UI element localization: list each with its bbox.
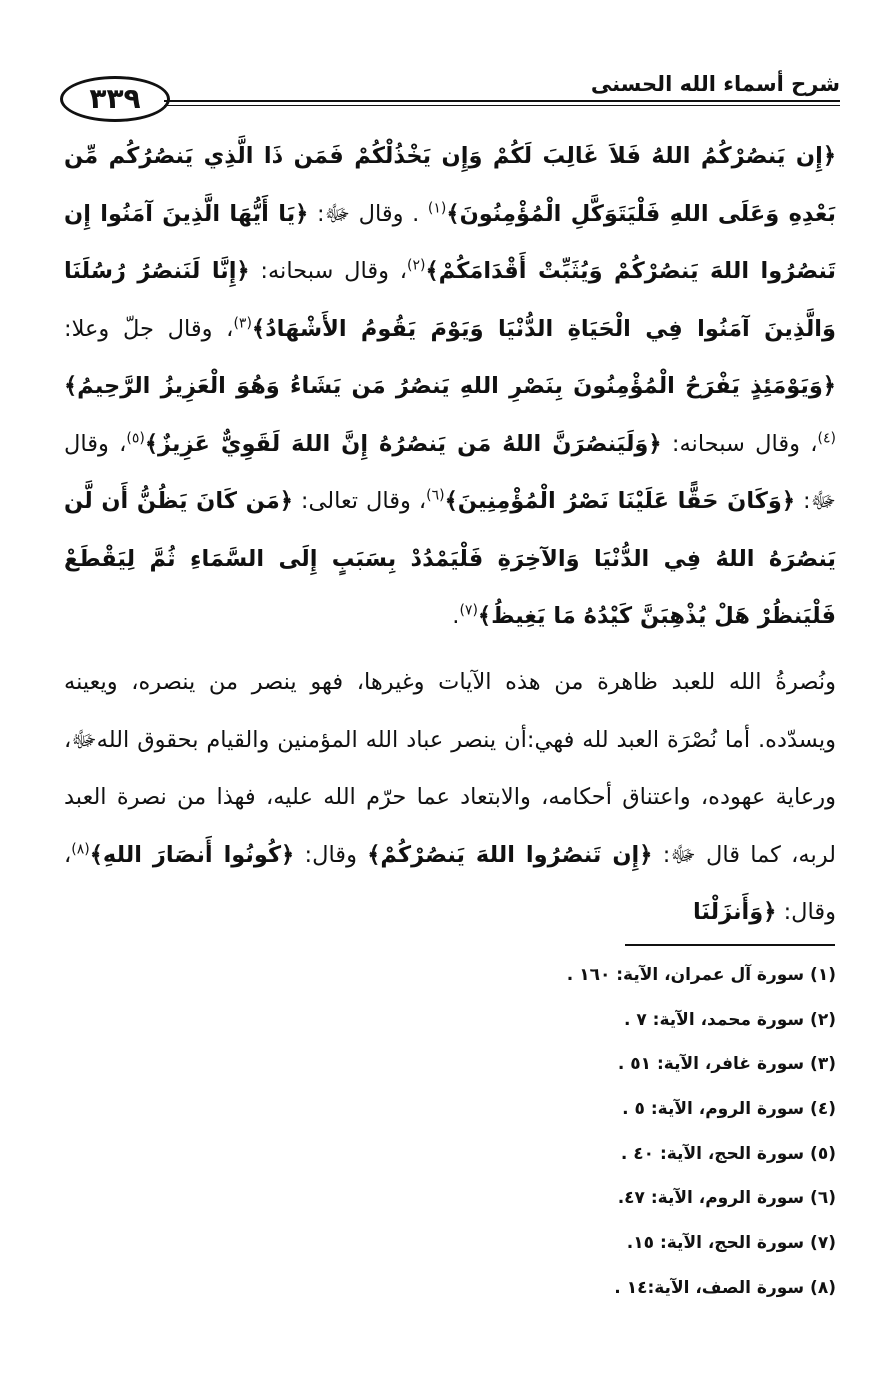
page-number-oval xyxy=(60,76,170,122)
text-run: . xyxy=(452,603,460,629)
footnote-ref: (٤) xyxy=(817,430,836,446)
footnote-item: (٣) سورة غافر، الآية: ٥١ . xyxy=(617,1054,836,1075)
text-run: ، وقال ﷻ: xyxy=(64,430,836,514)
footnote-rule xyxy=(625,944,835,946)
text-run: ، وقال سبحانه: xyxy=(661,430,818,457)
quran-verse: ﴿إِنَّا لَنَنصُرُ رُسُلَنَا وَالَّذِينَ آمَنُوا فِي الْحَيَاةِ الدُّنْيَا وَيَوْمَ يَقُومُ الأَشْهَادُ﴾ xyxy=(64,258,836,342)
quran-verse: ﴿وَلَيَنصُرَنَّ اللهُ مَن يَنصُرُهُ إِنَّ اللهَ لَقَوِيٌّ عَزِيزٌ﴾ xyxy=(144,430,662,457)
footnote-item: (٤) سورة الروم، الآية: ٥ . xyxy=(622,1099,836,1120)
quran-verse: ﴿كُونُوا أَنصَارَ اللهِ﴾ xyxy=(89,841,295,868)
text-run: وقال: xyxy=(294,841,368,868)
footnote-item: (٨) سورة الصف، الآية:١٤ . xyxy=(614,1277,836,1298)
footnote-ref: (٣) xyxy=(233,315,252,331)
footnote-ref: (٦) xyxy=(426,487,445,504)
footnote-ref: (٢) xyxy=(407,257,426,274)
footnote-item: (١) سورة آل عمران، الآية: ١٦٠ . xyxy=(566,965,836,985)
footnote-ref: (٨) xyxy=(71,841,90,857)
quran-verse: ﴿يَا أَيُّهَا الَّذِينَ آمَنُوا إِن تَنصُرُوا اللهَ يَنصُرْكُمْ وَيُثَبِّتْ أَقْدَامَكُمْ﴾ xyxy=(64,200,836,284)
footnotes-list xyxy=(416,953,836,1311)
paragraph-verses xyxy=(64,128,836,646)
quran-verse: ﴿إِن تَنصُرُوا اللهَ يَنصُرْكُمْ﴾ xyxy=(367,841,653,868)
quran-verse: ﴿مَن كَانَ يَظُنُّ أَن لَّن يَنصُرَهُ اللهُ فِي الدُّنْيَا وَالآخِرَةِ فَلْيَمْدُدْ بِسَبَبٍ إِلَى السَّمَاءِ ثُمَّ لِيَقْطَعْ فَلْيَنظُرْ هَلْ يُذْهِبَنَّ كَيْدُهُ مَا يَغِيظُ﴾ xyxy=(64,488,836,629)
paragraph-commentary xyxy=(64,654,836,942)
page-number: ٣٣٩ xyxy=(89,82,141,115)
footnote-item: (٧) سورة الحج، الآية: ١٥. xyxy=(626,1233,836,1254)
text-run: ، وقال: xyxy=(64,841,836,925)
text-run: ، وقال سبحانه: xyxy=(249,258,408,284)
text-run: ، وقال جلّ وعلا: xyxy=(64,315,234,342)
footnote-ref: (٥) xyxy=(126,430,145,446)
quran-verse: ﴿وَيَوْمَئِذٍ يَفْرَحُ الْمُؤْمِنُونَ بِنَصْرِ اللهِ يَنصُرُ مَن يَشَاءُ وَهُوَ الْعَزِيزُ الرَّحِيمُ﴾ xyxy=(64,373,836,399)
quran-verse: ﴿إِن يَنصُرْكُمُ اللهُ فَلاَ غَالِبَ لَكُمْ وَإِن يَخْذُلْكُمْ فَمَن ذَا الَّذِي يَنصُرُكُم مِّن بَعْدِهِ وَعَلَى اللهِ فَلْيَتَوَكَّلِ الْمُؤْمِنُونَ﴾ xyxy=(64,143,836,227)
footnote-ref: (٧) xyxy=(459,602,478,619)
running-title: شرح أسماء الله الحسنى xyxy=(590,72,840,96)
text-run: ، وقال تعالى: xyxy=(292,488,427,514)
paragraph-2-text xyxy=(64,654,836,942)
footnote-ref: (١) xyxy=(427,200,447,216)
page-header xyxy=(60,72,840,122)
quran-verse: ﴿وَأَنزَلْنَا xyxy=(693,899,777,925)
paragraph-1-text xyxy=(64,128,836,646)
quran-verse: ﴿وَكَانَ حَقًّا عَلَيْنَا نَصْرُ الْمُؤْمِنِينَ﴾ xyxy=(444,488,796,514)
footnote-item: (٢) سورة محمد، الآية: ٧ . xyxy=(623,1009,836,1030)
footnote-item: (٦) سورة الروم، الآية: ٤٧. xyxy=(617,1188,836,1209)
footnote-item: (٥) سورة الحج، الآية: ٤٠ . xyxy=(620,1143,836,1164)
text-run: ونُصرةُ الله للعبد ظاهرة من هذه الآيات وغيرها، فهو ينصر من ينصره، ويعينه ويسدّده. أما نُصْرَة العبد لله فهي:أن ينصر عباد الله المؤمنين والقيام بحقوق اللهﷻ، ورعاية عهوده، واعتناق أحكامه، والابتعاد عما حرّم الله عليه، فهذا من نصرة العبد لربه، كما قال ﷻ: xyxy=(64,669,836,868)
text-run: . وقال ﷻ: xyxy=(308,200,428,227)
header-rule xyxy=(164,100,840,106)
